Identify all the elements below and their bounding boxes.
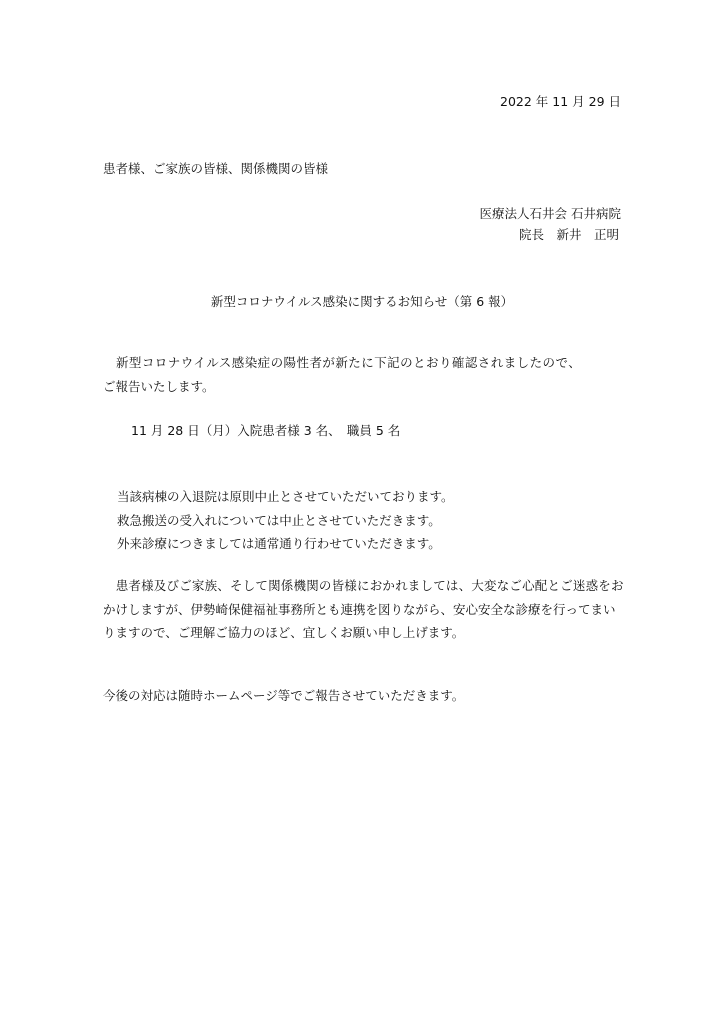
sender-organization: 医療法人石井会 石井病院 <box>479 206 621 221</box>
status-line-admissions: 当該病棟の入退院は原則中止とさせていただいております。 <box>117 489 454 504</box>
letter-date: 2022 年 11 月 29 日 <box>500 94 621 109</box>
intro-line-1: 新型コロナウイルス感染症の陽性者が新たに下記のとおり確認されましたので、 <box>103 355 582 370</box>
sender-director: 院長 新井 正明 <box>518 227 619 242</box>
appeal-line-1: 患者様及びご家族、そして関係機関の皆様におかれましては、大変なご心配とご迷惑をお <box>103 578 624 593</box>
status-line-emergency: 救急搬送の受入れについては中止とさせていただきます。 <box>117 513 441 528</box>
appeal-line-2: かけしますが、伊勢崎保健福祉事務所とも連携を図りながら、安心安全な診療を行ってまい <box>103 602 616 617</box>
notice-title: 新型コロナウイルス感染に関するお知らせ（第 6 報） <box>210 294 514 309</box>
closing-line: 今後の対応は随時ホームページ等でご報告させていただきます。 <box>103 688 465 703</box>
intro-line-2: ご報告いたします。 <box>103 379 215 394</box>
recipient-line: 患者様、ご家族の皆様、関係機関の皆様 <box>103 161 329 176</box>
appeal-line-3: りますので、ご理解ご協力のほど、宜しくお願い申し上げます。 <box>103 625 465 640</box>
case-count-line: 11 月 28 日（月）入院患者様 3 名、 職員 5 名 <box>131 423 401 438</box>
status-line-outpatient: 外来診療につきましては通常通り行わせていただきます。 <box>117 536 441 551</box>
